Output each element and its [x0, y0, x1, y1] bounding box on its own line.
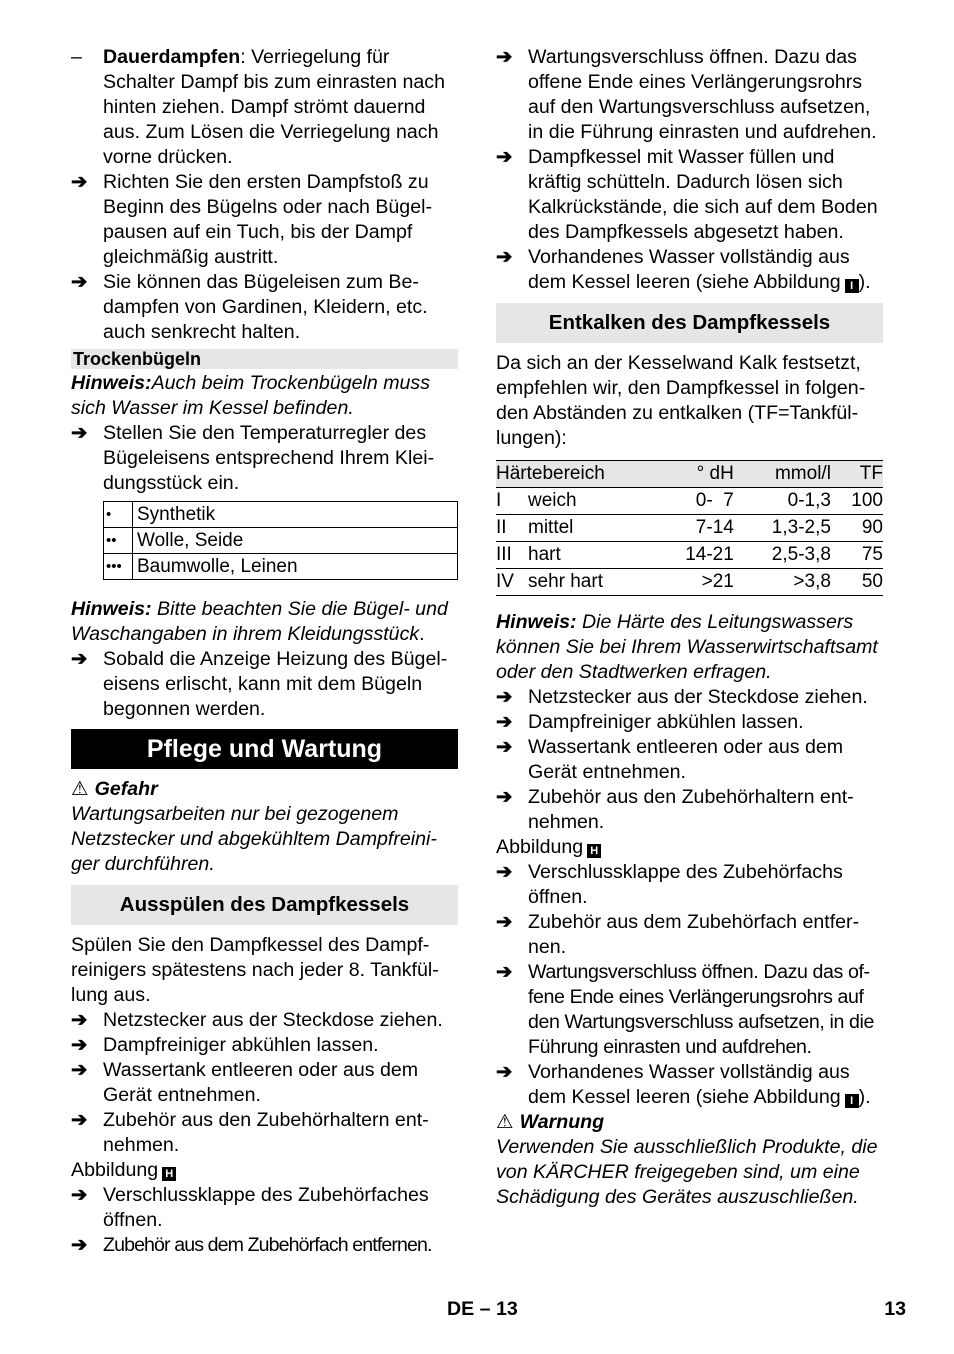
hinweis-trocken: Hinweis:Auch beim Trockenbügeln muss sich Wasser im Kessel befinden. — [71, 372, 431, 419]
arrow-icon: ➔ — [496, 1061, 513, 1083]
list-item: ➔ Sobald die Anzeige Heizung des Bügeleisens erlischt, kann mit dem Bügeln begonnen werden. — [71, 648, 448, 720]
dash-item-dauerdampfen — [71, 45, 458, 170]
arrow-icon: ➔ — [71, 1059, 88, 1081]
arrow-icon: ➔ — [71, 1034, 88, 1056]
arrow-icon: ➔ — [496, 711, 513, 733]
table-header-row: Härtebereich ° dH mmol/l TF — [496, 461, 883, 488]
arrow-icon: ➔ — [71, 1234, 88, 1256]
list-item: ➔ Dampfreiniger abkühlen lassen. — [496, 711, 804, 733]
table-row: IV sehr hart >21 >3,8 50 — [496, 569, 883, 596]
footer-section-label: DE – 13 — [447, 1298, 518, 1320]
heading-trockenbuegeln: Trockenbügeln — [71, 349, 458, 369]
table-row: • Synthetik — [104, 502, 458, 528]
arrow-icon: ➔ — [496, 46, 513, 68]
arrow-icon: ➔ — [71, 648, 88, 670]
list-item: ➔ Zubehör aus dem Zubehörfach entfernen. — [71, 1234, 432, 1256]
hinweis-haerte: Hinweis: Die Härte des Leitungswassers können Sie bei Ihrem Wasserwirtschaftsamt oder den Stadtwerken erfragen. — [496, 611, 878, 683]
right-column — [496, 45, 883, 1210]
list-item: ➔ Wassertank entleeren oder aus dem Gerät entnehmen. — [71, 1059, 419, 1106]
list-item: ➔ Netzstecker aus der Steckdose ziehen. — [71, 1009, 443, 1031]
heading-ausspuelen: Ausspülen des Dampfkessels — [71, 885, 458, 925]
arrow-icon: ➔ — [496, 911, 513, 933]
arrow-icon: ➔ — [496, 786, 513, 808]
arrow-icon: ➔ — [496, 736, 513, 758]
list-item: ➔ Zubehör aus den Zubehörhaltern entnehmen. — [496, 786, 854, 833]
list-item: ➔ Zubehör aus dem Zubehörfach entfernen. — [496, 911, 860, 958]
warnung-text: Verwenden Sie ausschließlich Produkte, die von KÄRCHER freigegeben sind, um eine Schädigung des Gerätes auszuschließen. — [496, 1136, 878, 1208]
list-item: ➔ Verschlussklappe des Zubehörfachs öffnen. — [496, 861, 843, 908]
list-item: ➔ Wartungsverschluss öffnen. Dazu das offene Ende eines Verlängerungsrohrs auf den Wartungsverschluss aufsetzen, in die Führung einrasten und aufdrehen. — [496, 46, 877, 143]
hinweis-kleidung: Hinweis: Bitte beachten Sie die Bügel- und Waschangaben in ihrem Kleidungsstück. — [71, 598, 448, 645]
figure-h-icon: H — [587, 844, 601, 858]
table-row: I weich 0- 7 0-1,3 100 — [496, 488, 883, 515]
abbildung-ref: Abbildung H — [496, 835, 883, 860]
entkalken-text: Da sich an der Kesselwand Kalk festsetzt, empfehlen wir, den Dampfkessel in folgenden Abständen zu entkalken (TF=Tankfüllungen): — [496, 352, 866, 449]
figure-h-icon: H — [162, 1167, 176, 1181]
list-item: ➔ Dampfkessel mit Wasser füllen und kräftig schütteln. Dadurch lösen sich Kalkrückstände, die sich auf dem Boden des Dampfkessels abgesetzt haben. — [496, 146, 878, 243]
warning-triangle-icon: ⚠ — [71, 778, 89, 800]
list-item: ➔ Richten Sie den ersten Dampfstoß zu Beginn des Bügelns oder nach Bügelpausen auf ein Tuch, bis der Dampf gleichmäßig austritt. — [71, 171, 432, 268]
arrow-icon: ➔ — [496, 246, 513, 268]
table-row: ••• Baumwolle, Leinen — [104, 554, 458, 580]
list-item: ➔ Vorhandenes Wasser vollständig aus dem Kessel leeren (siehe Abbildung I ). — [496, 1061, 871, 1108]
arrow-icon: ➔ — [71, 271, 88, 293]
warnung-title: ⚠ Warnung — [496, 1111, 605, 1133]
page-number: 13 — [884, 1298, 906, 1320]
arrow-icon: ➔ — [71, 171, 88, 193]
list-item: ➔ Sie können das Bügeleisen zum Bedampfen von Gardinen, Kleidern, etc. auch senkrecht halten. — [71, 271, 428, 343]
figure-i-icon: I — [845, 1094, 859, 1108]
gefahr-text: Wartungsarbeiten nur bei gezogenem Netzstecker und abgekühltem Dampfreiniger durchführen. — [71, 803, 437, 875]
arrow-icon: ➔ — [71, 1109, 88, 1131]
arrow-icon: ➔ — [496, 961, 513, 983]
temperature-symbol-table — [103, 501, 458, 580]
list-item: ➔ Stellen Sie den Temperaturregler des Bügeleisens entsprechend Ihrem Kleidungsstück ein. — [71, 422, 435, 494]
figure-i-icon: I — [845, 279, 859, 293]
list-item: ➔ Wassertank entleeren oder aus dem Gerät entnehmen. — [496, 736, 844, 783]
arrow-icon: ➔ — [71, 1184, 88, 1206]
list-item: ➔ Verschlussklappe des Zubehörfaches öffnen. — [71, 1184, 429, 1231]
arrow-icon: ➔ — [496, 146, 513, 168]
heading-pflege-und-wartung: Pflege und Wartung — [71, 729, 458, 769]
arrow-icon: ➔ — [71, 1009, 88, 1031]
heading-entkalken: Entkalken des Dampfkessels — [496, 303, 883, 343]
table-row: II mittel 7-14 1,3-2,5 90 — [496, 515, 883, 542]
left-column — [71, 45, 458, 1258]
list-item: ➔ Zubehör aus den Zubehörhaltern entnehmen. — [71, 1109, 429, 1156]
arrow-icon: ➔ — [71, 422, 88, 444]
gefahr-title: ⚠ Gefahr — [71, 778, 158, 800]
water-hardness-table — [496, 460, 883, 596]
table-row: •• Wolle, Seide — [104, 528, 458, 554]
dash-marker: – — [71, 46, 82, 68]
ausspuelen-text: Spülen Sie den Dampfkessel des Dampfreinigers spätestens nach jeder 8. Tankfüllung aus. — [71, 934, 439, 1006]
list-item: ➔ Vorhandenes Wasser vollständig aus dem Kessel leeren (siehe Abbildung I ). — [496, 246, 871, 293]
arrow-icon: ➔ — [496, 861, 513, 883]
abbildung-ref: Abbildung H — [71, 1158, 458, 1183]
warning-triangle-icon: ⚠ — [496, 1111, 514, 1133]
table-row: III hart 14-21 2,5-3,8 75 — [496, 542, 883, 569]
list-item: ➔ Netzstecker aus der Steckdose ziehen. — [496, 686, 868, 708]
list-item: ➔ Wartungsverschluss öffnen. Dazu das offene Ende eines Verlängerungsrohrs auf den Wartungsverschluss aufsetzen, in die Führung einrasten und aufdrehen. — [496, 961, 874, 1058]
list-item: ➔ Dampfreiniger abkühlen lassen. — [71, 1034, 379, 1056]
term-dauerdampfen: Dauerdampfen — [103, 46, 241, 68]
dauerdampfen-text: : Verriegelung für Schalter Dampf bis zum einrasten nach hinten ziehen. Dampf strömt dauernd aus. Zum Lösen die Verriegelung nach vorne drücken. — [103, 46, 445, 168]
arrow-icon: ➔ — [496, 686, 513, 708]
